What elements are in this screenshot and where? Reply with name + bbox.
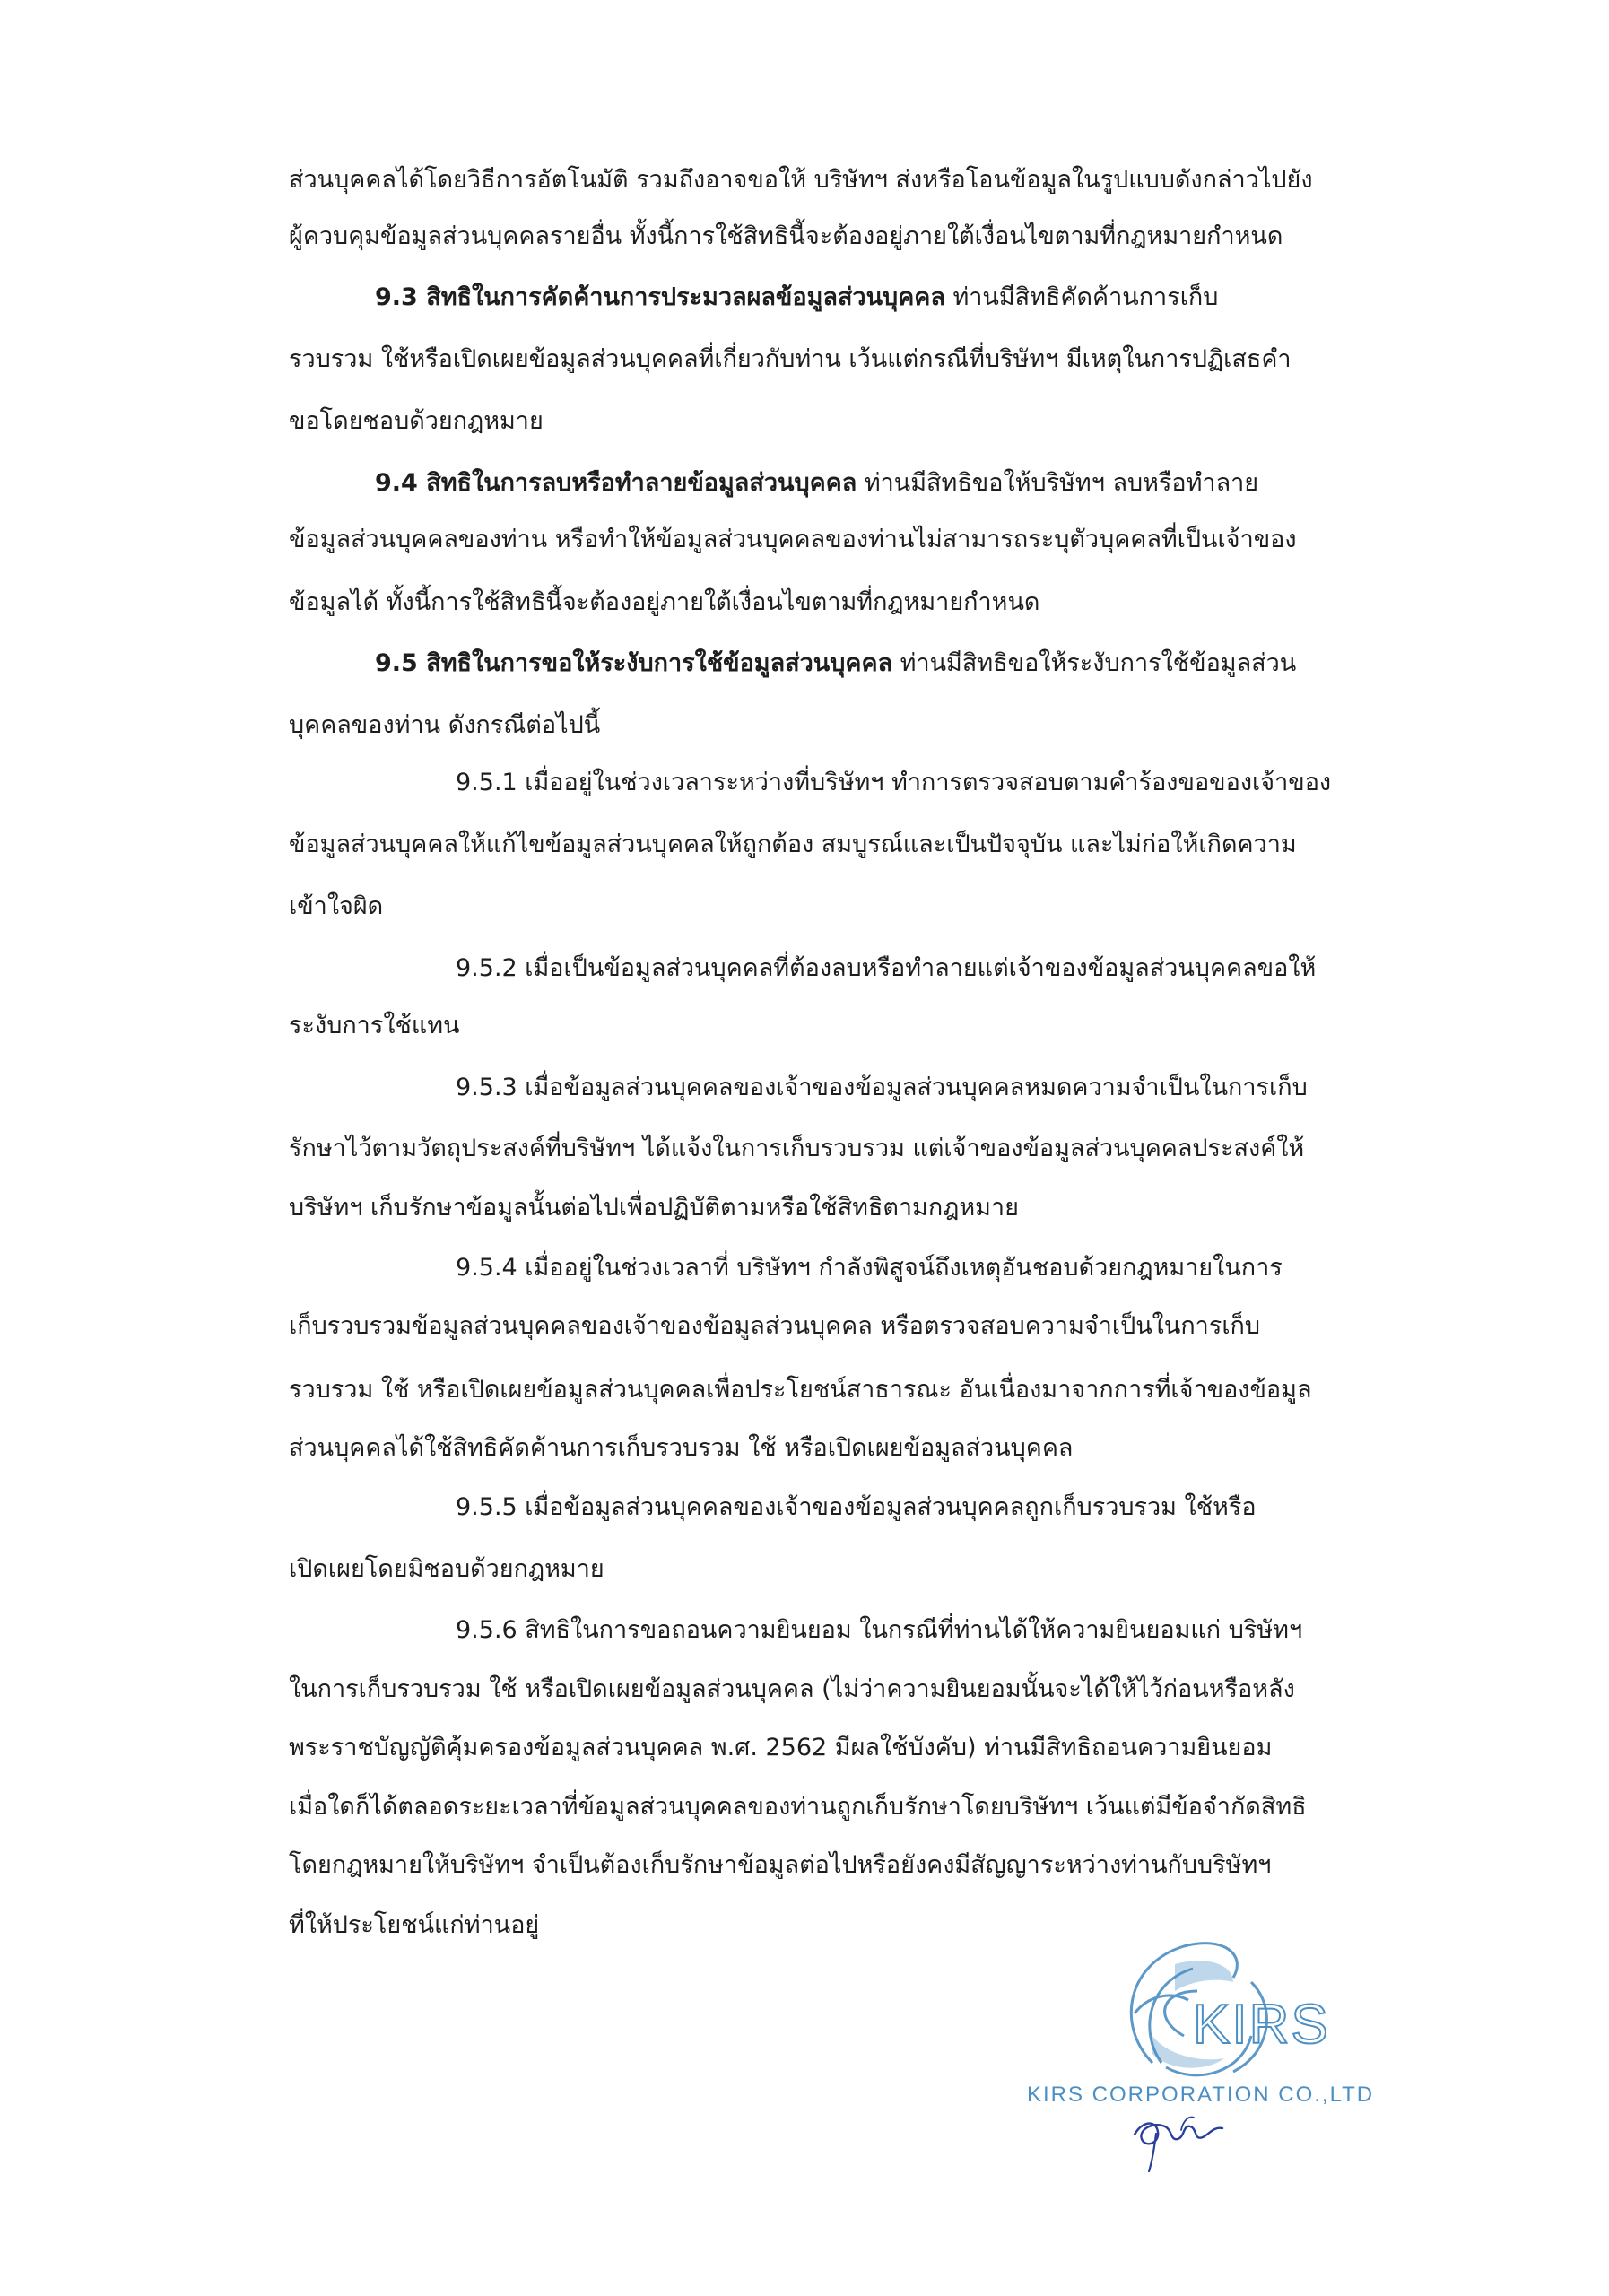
company-stamp-logo bbox=[1099, 1928, 1368, 2099]
signature-mark bbox=[1126, 2094, 1233, 2175]
body-line: รวบรวม ใช้ หรือเปิดเผยข้อมูลส่วนบุคคลเพื่อประโยชน์สาธารณะ อันเนื่องมาจากการที่เจ้าของข้อมูล bbox=[289, 1376, 1312, 1404]
subsection-9-5-6-line: 9.5.6 สิทธิในการขอถอนความยินยอม ในกรณีที่ท่านได้ให้ความยินยอมแก่ บริษัทฯ bbox=[456, 1616, 1303, 1644]
subsection-9-5-4-line: 9.5.4 เมื่ออยู่ในช่วงเวลาที่ บริษัทฯ กำลังพิสูจน์ถึงเหตุอันชอบด้วยกฎหมายในการ bbox=[456, 1254, 1283, 1282]
subsection-9-5-2-line: 9.5.2 เมื่อเป็นข้อมูลส่วนบุคคลที่ต้องลบหรือทำลายแต่เจ้าของข้อมูลส่วนบุคคลขอให้ bbox=[456, 954, 1317, 982]
body-line: เปิดเผยโดยมิชอบด้วยกฎหมาย bbox=[289, 1555, 604, 1583]
body-line: เมื่อใดก็ได้ตลอดระยะเวลาที่ข้อมูลส่วนบุคคลของท่านถูกเก็บรักษาโดยบริษัทฯ เว้นแต่มีข้อจำกัดสิทธิ bbox=[289, 1793, 1307, 1821]
section-heading-9-4: 9.4 สิทธิในการลบหรือทำลายข้อมูลส่วนบุคคล bbox=[375, 469, 857, 497]
section-heading-9-3: 9.3 สิทธิในการคัดค้านการประมวลผลข้อมูลส่วนบุคคล bbox=[375, 283, 945, 311]
body-line: ผู้ควบคุมข้อมูลส่วนบุคคลรายอื่น ทั้งนี้การใช้สิทธินี้จะต้องอยู่ภายใต้เงื่อนไขตามที่กฎหมายกำหนด bbox=[289, 222, 1283, 250]
body-line: ข้อมูลส่วนบุคคลของท่าน หรือทำให้ข้อมูลส่วนบุคคลของท่านไม่สามารถระบุตัวบุคคลที่เป็นเจ้าของ bbox=[289, 526, 1297, 553]
subsection-9-5-3-line: 9.5.3 เมื่อข้อมูลส่วนบุคคลของเจ้าของข้อมูลส่วนบุคคลหมดความจำเป็นในการเก็บ bbox=[456, 1074, 1308, 1101]
body-line: ข้อมูลส่วนบุคคลให้แก้ไขข้อมูลส่วนบุคคลให้ถูกต้อง สมบูรณ์และเป็นปัจจุบัน และไม่ก่อให้เกิดความ bbox=[289, 831, 1297, 858]
section-9-4-line: 9.4 สิทธิในการลบหรือทำลายข้อมูลส่วนบุคคล ท่านมีสิทธิขอให้บริษัทฯ ลบหรือทำลาย bbox=[375, 469, 1259, 497]
body-line: เข้าใจผิด bbox=[289, 892, 384, 920]
body-line: รวบรวม ใช้หรือเปิดเผยข้อมูลส่วนบุคคลที่เกี่ยวกับท่าน เว้นแต่กรณีที่บริษัทฯ มีเหตุในการปฏิเสธคำ bbox=[289, 345, 1292, 373]
body-line: ขอโดยชอบด้วยกฎหมาย bbox=[289, 407, 544, 435]
body-line: โดยกฎหมายให้บริษัทฯ จำเป็นต้องเก็บรักษาข้อมูลต่อไปหรือยังคงมีสัญญาระหว่างท่านกับบริษัทฯ bbox=[289, 1851, 1272, 1879]
body-line: ข้อมูลได้ ทั้งนี้การใช้สิทธินี้จะต้องอยู่ภายใต้เงื่อนไขตามที่กฎหมายกำหนด bbox=[289, 588, 1040, 616]
body-line: บริษัทฯ เก็บรักษาข้อมูลนั้นต่อไปเพื่อปฏิบัติตามหรือใช้สิทธิตามกฎหมาย bbox=[289, 1194, 1019, 1222]
body-line: ส่วนบุคคลได้โดยวิธีการอัตโนมัติ รวมถึงอาจขอให้ บริษัทฯ ส่งหรือโอนข้อมูลในรูปแบบดังกล่าวไปยัง bbox=[289, 166, 1313, 194]
section-9-5-line: 9.5 สิทธิในการขอให้ระงับการใช้ข้อมูลส่วนบุคคล ท่านมีสิทธิขอให้ระงับการใช้ข้อมูลส่วน bbox=[375, 649, 1297, 677]
body-line: ที่ให้ประโยชน์แก่ท่านอยู่ bbox=[289, 1911, 540, 1939]
subsection-9-5-5-line: 9.5.5 เมื่อข้อมูลส่วนบุคคลของเจ้าของข้อมูลส่วนบุคคลถูกเก็บรวบรวม ใช้หรือ bbox=[456, 1493, 1257, 1521]
section-9-3-line: 9.3 สิทธิในการคัดค้านการประมวลผลข้อมูลส่วนบุคคล ท่านมีสิทธิคัดค้านการเก็บ bbox=[375, 283, 1219, 311]
body-line: พระราชบัญญัติคุ้มครองข้อมูลส่วนบุคคล พ.ศ. 2562 มีผลใช้บังคับ) ท่านมีสิทธิถอนความยินยอม bbox=[289, 1734, 1273, 1761]
body-line: ในการเก็บรวบรวม ใช้ หรือเปิดเผยข้อมูลส่วนบุคคล (ไม่ว่าความยินยอมนั้นจะได้ให้ไว้ก่อนหรือหลัง bbox=[289, 1675, 1295, 1703]
body-line: บุคคลของท่าน ดังกรณีต่อไปนี้ bbox=[289, 711, 601, 739]
body-line: ระงับการใช้แทน bbox=[289, 1012, 460, 1039]
stamp-company-name: KIRS CORPORATION CO.,LTD bbox=[1027, 2083, 1375, 2107]
subsection-9-5-1-line: 9.5.1 เมื่ออยู่ในช่วงเวลาระหว่างที่บริษัทฯ ทำการตรวจสอบตามคำร้องขอของเจ้าของ bbox=[456, 769, 1332, 796]
body-line: รักษาไว้ตามวัตถุประสงค์ที่บริษัทฯ ได้แจ้งในการเก็บรวบรวม แต่เจ้าของข้อมูลส่วนบุคคลประสงค์ให้ bbox=[289, 1135, 1305, 1162]
body-line: เก็บรวบรวมข้อมูลส่วนบุคคลของเจ้าของข้อมูลส่วนบุคคล หรือตรวจสอบความจำเป็นในการเก็บ bbox=[289, 1312, 1261, 1340]
body-line: ส่วนบุคคลได้ใช้สิทธิคัดค้านการเก็บรวบรวม ใช้ หรือเปิดเผยข้อมูลส่วนบุคคล bbox=[289, 1434, 1074, 1462]
stamp-logo-text: KIRS bbox=[1193, 1994, 1330, 2056]
section-heading-9-5: 9.5 สิทธิในการขอให้ระงับการใช้ข้อมูลส่วนบุคคล bbox=[375, 649, 893, 677]
